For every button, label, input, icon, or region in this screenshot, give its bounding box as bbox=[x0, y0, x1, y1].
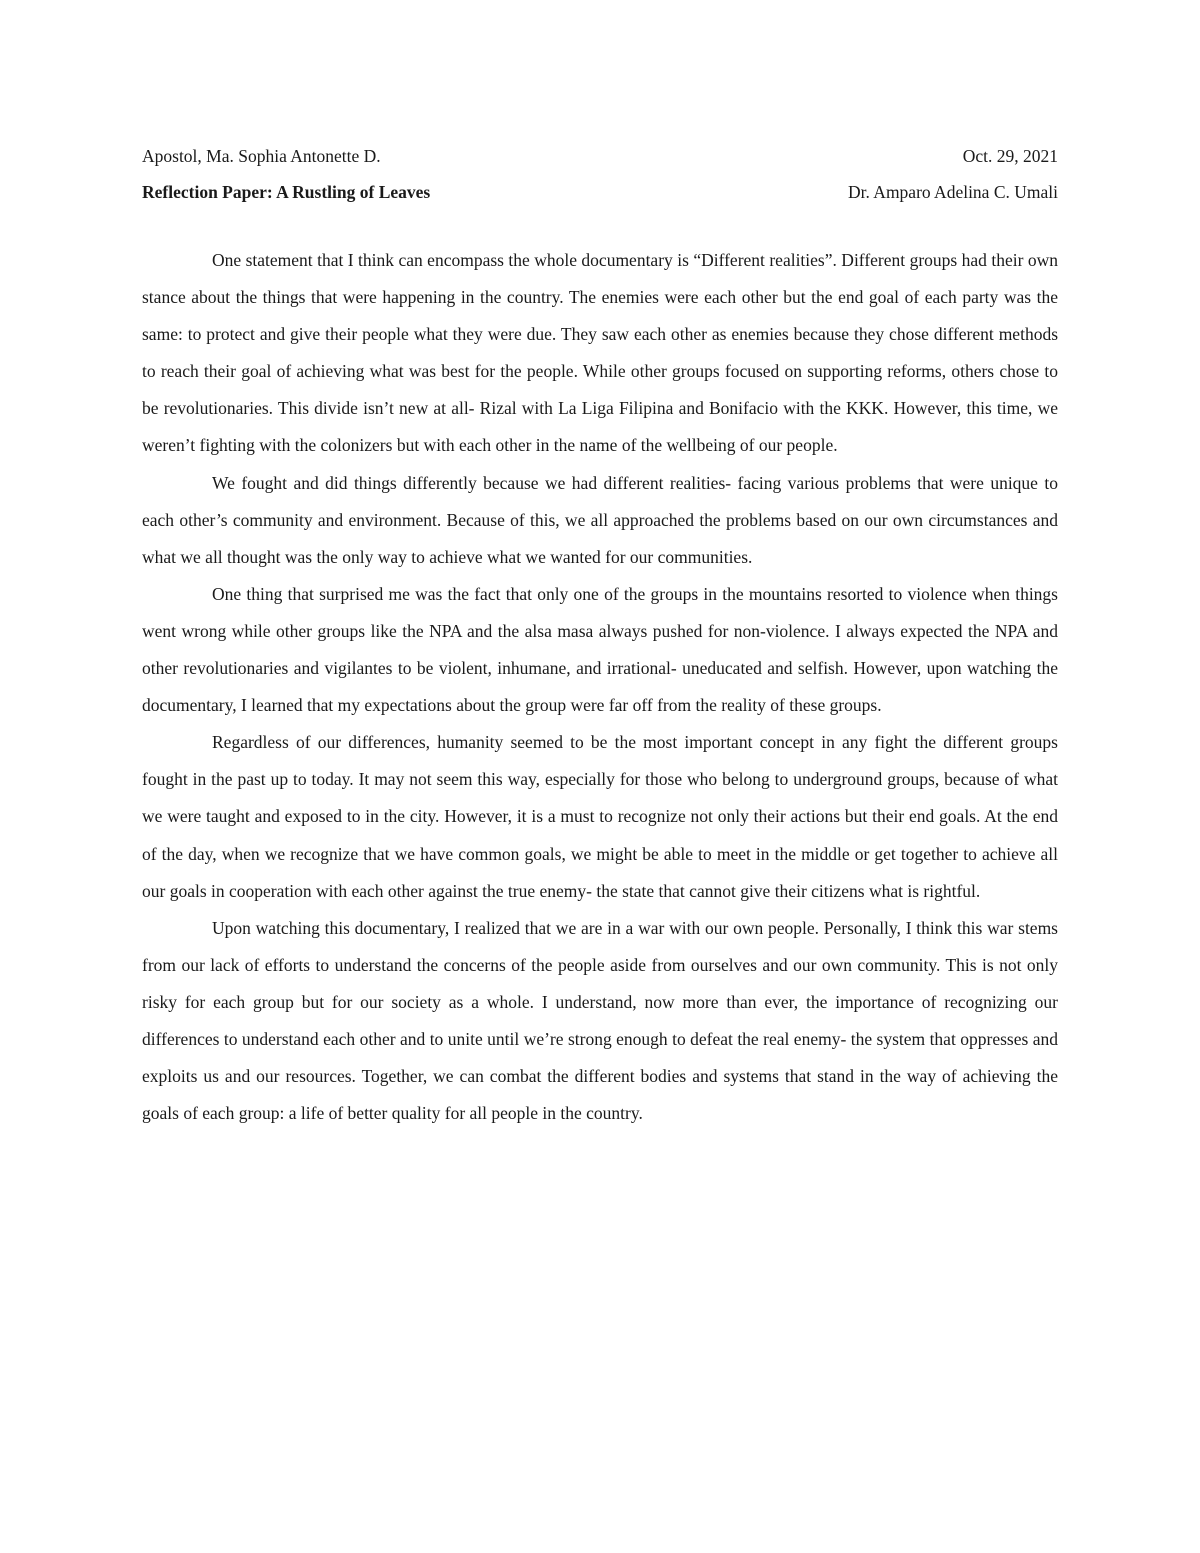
paragraph: We fought and did things differently because we had different realities- facing various problems that were unique to each other’s community and environment. Because of this, we all approached the problems based on our own circumstances and what we all thought was the only way to achieve what we wanted for our communities. bbox=[142, 472, 1058, 567]
document-page bbox=[142, 138, 1058, 1132]
instructor-name: Dr. Amparo Adelina C. Umali bbox=[848, 182, 1058, 202]
paragraph: One statement that I think can encompass the whole documentary is “Different realities”. Different groups had their own stance about the things that were happening in the country. The enemies were each other but the end goal of each party was the same: to protect and give their people what they were due. They saw each other as enemies because they chose different methods to reach their goal of achieving what was best for the people. While other groups focused on supporting reforms, others chose to be revolutionaries. This divide isn’t new at all- Rizal with La Liga Filipina and Bonifacio with the KKK. However, this time, we weren’t fighting with the colonizers but with each other in the name of the wellbeing of our people. bbox=[142, 250, 1058, 456]
header-info-row bbox=[142, 138, 1058, 174]
author-name: Apostol, Ma. Sophia Antonette D. bbox=[142, 146, 381, 166]
paper-title: Reflection Paper: A Rustling of Leaves bbox=[142, 182, 431, 202]
paragraph: Regardless of our differences, humanity seemed to be the most important concept in any fight the different groups fought in the past up to today. It may not seem this way, especially for those who belong to underground groups, because of what we were taught and exposed to in the city. However, it is a must to recognize not only their actions but their end goals. At the end of the day, when we recognize that we have common goals, we might be able to meet in the middle or get together to achieve all our goals in cooperation with each other against the true enemy- the state that cannot give their citizens what is rightful. bbox=[142, 732, 1058, 901]
paper-body bbox=[142, 242, 1058, 1132]
header-title-row bbox=[142, 174, 1058, 210]
paragraph: One thing that surprised me was the fact that only one of the groups in the mountains resorted to violence when things went wrong while other groups like the NPA and the alsa masa always pushed for non-violence. I always expected the NPA and other revolutionaries and vigilantes to be violent, inhumane, and irrational- uneducated and selfish. However, upon watching the documentary, I learned that my expectations about the group were far off from the reality of these groups. bbox=[142, 583, 1058, 716]
paper-date: Oct. 29, 2021 bbox=[962, 146, 1058, 166]
paragraph: Upon watching this documentary, I realized that we are in a war with our own people. Personally, I think this war stems from our lack of efforts to understand the concerns of the people aside from ourselves and our own community. This is not only risky for each group but for our society as a whole. I understand, now more than ever, the importance of recognizing our differences to understand each other and to unite until we’re strong enough to defeat the real enemy- the system that oppresses and exploits us and our resources. Together, we can combat the different bodies and systems that stand in the way of achieving the goals of each group: a life of better quality for all people in the country. bbox=[142, 917, 1058, 1124]
